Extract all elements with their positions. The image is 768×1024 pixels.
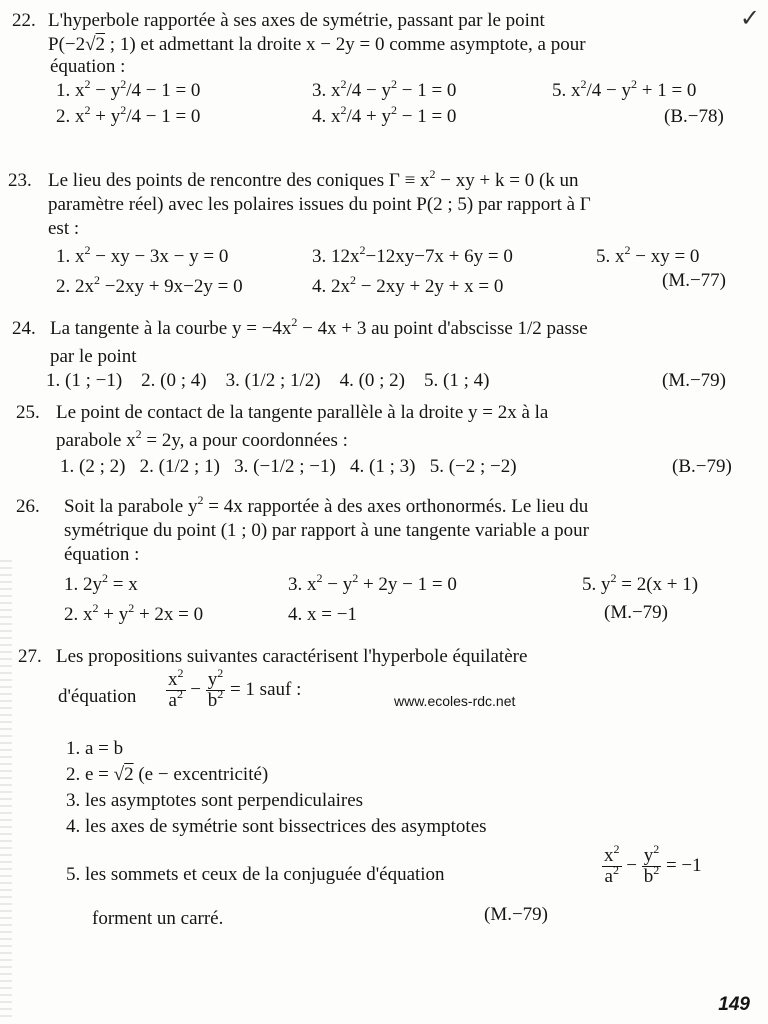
source-reference: (M.−79): [484, 904, 549, 925]
source-reference: (B.−78): [664, 106, 724, 127]
question-number: 24.: [12, 318, 36, 339]
question-text: par le point: [50, 346, 137, 367]
option-2: 2. $2x^2 -2xy + 9x-2y = 0$: [56, 273, 243, 297]
question-text: équation :: [64, 544, 140, 565]
option-2: 2. $x^2 + y^2/4 - 1 = 0$: [56, 103, 201, 127]
question-text: d'équation: [58, 686, 137, 707]
website-watermark: www.ecoles-rdc.net: [394, 693, 516, 709]
option-4: 4. $2x^2 - 2xy + 2y + x = 0$: [312, 273, 504, 297]
question-number: 23.: [8, 170, 32, 191]
proposition-3: 3. les asymptotes sont perpendiculaires: [66, 790, 364, 811]
question-text: parabole $x^2 = 2y$, a pour coordonnées :: [56, 427, 348, 451]
option-3: 3. $x^2/4 - y^2 - 1 = 0$: [312, 77, 457, 101]
question-number: 26.: [16, 496, 40, 517]
question-text: Soit la parabole $y^2 = 4x$ rapportée à des axes orthonormés. Le lieu du: [64, 493, 589, 517]
proposition-5-continued: forment un carré.: [92, 908, 224, 929]
option-5: 5. $x^2/4 - y^2 + 1 = 0$: [552, 77, 697, 101]
question-text: P(−2√2 ; 1) et admettant la droite x − 2y = 0 comme asymptote, a pour: [48, 34, 586, 55]
options-row: 1. (2 ; 2) 2. (1/2 ; 1) 3. (−1/2 ; −1) 4. (1 ; 3) 5. (−2 ; −2): [60, 456, 517, 477]
options-row: 1. (1 ; −1) 2. (0 ; 4) 3. (1/2 ; 1/2) 4. (0 ; 2) 5. (1 ; 4): [46, 370, 490, 391]
source-reference: (M.−77): [662, 270, 727, 291]
proposition-1: 1. a = b: [66, 738, 124, 759]
proposition-4: 4. les axes de symétrie sont bissectrices des asymptotes: [66, 816, 487, 837]
hyperbola-equation: $\frac{x^2}{a^2}$ − $\frac{y^2}{b^2}$ = 1 sauf :: [168, 666, 302, 711]
option-5: 5. $x^2$ − xy = 0: [596, 243, 700, 267]
option-1: 1. $x^2 - y^2/4 - 1 = 0$: [56, 77, 201, 101]
question-text: Les propositions suivantes caractérisent l'hyperbole équilatère: [56, 646, 528, 667]
question-text: équation :: [50, 56, 126, 77]
option-4: 4. x = −1: [288, 604, 357, 625]
proposition-2: 2. e = √2 (e − excentricité): [66, 764, 269, 785]
question-text: symétrique du point (1 ; 0) par rapport à une tangente variable a pour: [64, 520, 589, 541]
question-text: paramètre réel) avec les polaires issues du point P(2 ; 5) par rapport à Γ: [48, 194, 591, 215]
question-text: L'hyperbole rapportée à ses axes de symétrie, passant par le point: [48, 10, 545, 31]
option-3: 3. $x^2 - y^2 + 2y - 1 = 0$: [288, 571, 457, 595]
source-reference: (M.−79): [604, 602, 669, 623]
question-text: Le point de contact de la tangente parallèle à la droite y = 2x à la: [56, 402, 549, 423]
source-reference: (B.−79): [672, 456, 732, 477]
option-1: 1. $x^2$ − xy − 3x − y = 0: [56, 243, 229, 267]
conjugate-equation: $\frac{x^2}{a^2}$ − $\frac{y^2}{b^2}$ = −1: [604, 842, 702, 887]
question-number: 25.: [16, 402, 40, 423]
option-2: 2. $x^2 + y^2 + 2x = 0$: [64, 601, 204, 625]
proposition-5: 5. les sommets et ceux de la conjuguée d'équation: [66, 864, 445, 885]
source-reference: (M.−79): [662, 370, 727, 391]
question-text: est :: [48, 218, 80, 239]
page-number: 149: [718, 994, 750, 1015]
option-5: 5. $y^2 = 2(x + 1)$: [582, 571, 699, 595]
question-number: 22.: [12, 10, 36, 31]
question-number: 27.: [18, 646, 42, 667]
option-1: 1. $2y^2 = x$: [64, 571, 138, 595]
option-3: 3. $12x^2-12xy-7x + 6y = 0$: [312, 243, 513, 267]
question-text: La tangente à la courbe $y = -4x^2 - 4x + 3$ au point d'abscisse 1/2 passe: [50, 315, 588, 339]
scan-edge-noise: [0, 560, 12, 1020]
checkmark-icon: ✓: [739, 6, 760, 32]
option-4: 4. $x^2/4 + y^2 - 1 = 0$: [312, 103, 457, 127]
question-text: Le lieu des points de rencontre des coniques $\Gamma \equiv x^2$ − xy + k = 0 (k un: [48, 167, 579, 191]
